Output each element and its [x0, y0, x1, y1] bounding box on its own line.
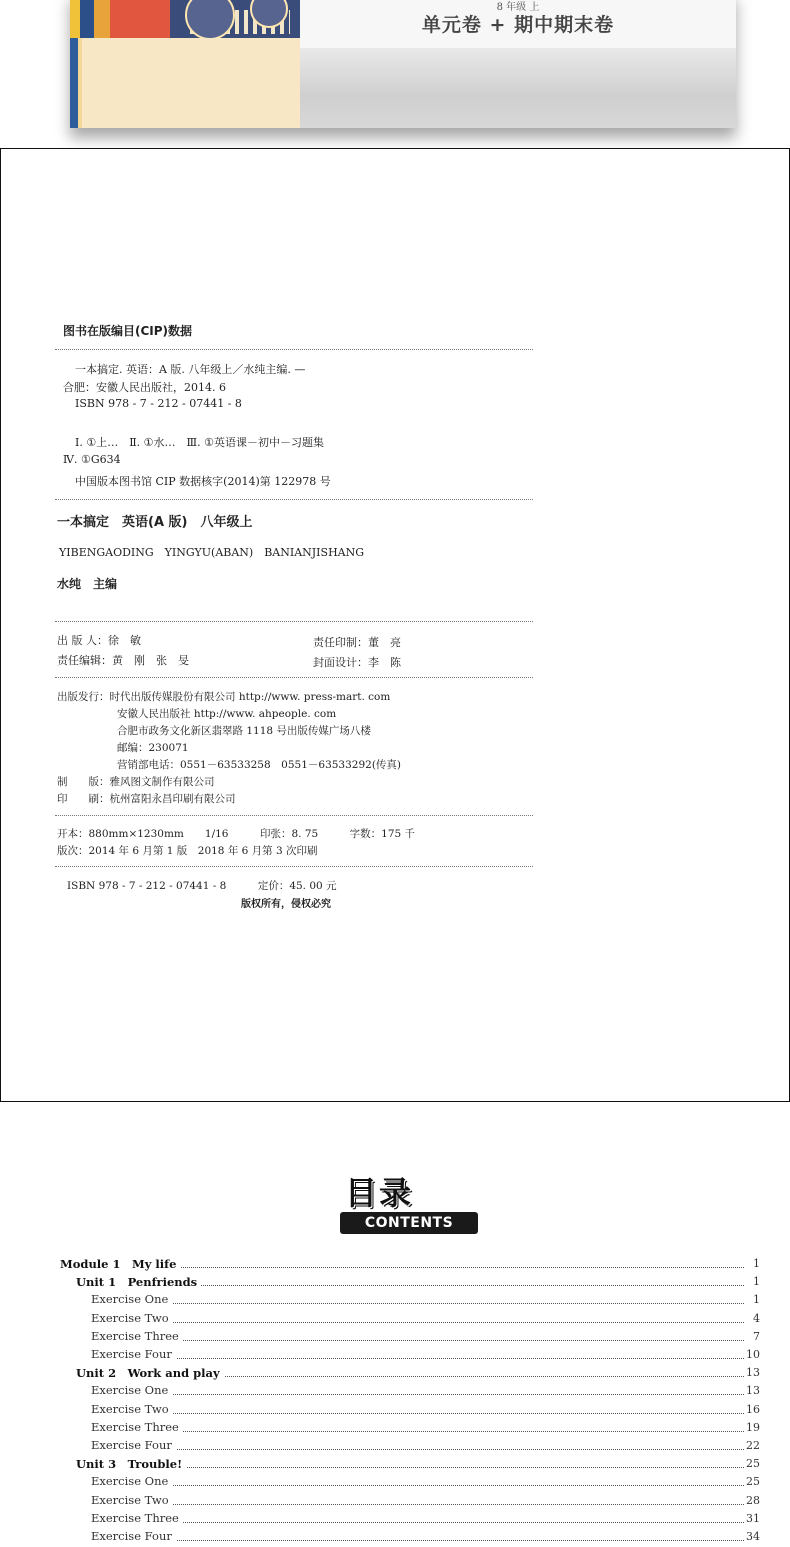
toc-entry[interactable]: [0, 1420, 790, 1438]
cover-grey-panel: [300, 48, 736, 128]
leader-dots: [96, 1467, 744, 1468]
print-responsible: 责任印制：董 亮: [313, 636, 401, 649]
toc-entry-page: 31: [746, 1511, 760, 1525]
leader-dots: [111, 1322, 744, 1323]
toc-entry-label: Exercise Three: [91, 1511, 183, 1525]
leader-dots: [111, 1504, 744, 1505]
toc-entry-label: Exercise Two: [91, 1402, 173, 1416]
toc-entry-label: Exercise One: [91, 1292, 172, 1306]
cover-image: [70, 0, 736, 128]
toc-entry-page: 34: [746, 1530, 760, 1543]
edition-info: 版次：2014 年 6 月第 1 版 2018 年 6 月第 3 次印刷: [57, 845, 318, 857]
printer: 印 刷：杭州富阳永昌印刷有限公司: [57, 793, 236, 805]
toc-entry[interactable]: [0, 1292, 790, 1310]
leader-dots: [111, 1303, 744, 1304]
toc-entry-label: Exercise One: [91, 1383, 172, 1397]
toc-entry[interactable]: [0, 1347, 790, 1365]
leader-dots: [111, 1485, 744, 1486]
leader-dots: [111, 1522, 744, 1523]
toc-entry-label: Exercise Four: [91, 1438, 176, 1452]
toc-entry[interactable]: [0, 1274, 790, 1292]
copyright-page: [0, 148, 790, 1102]
toc-entry-label: Unit 2 Work and play: [76, 1365, 224, 1381]
toc-entry-label: Exercise One: [91, 1474, 172, 1488]
cip-classification: Ⅳ. ①G634: [63, 453, 121, 466]
toc-entry[interactable]: [0, 1474, 790, 1492]
editor: 水纯 主编: [57, 577, 118, 591]
toc-entry-label: Module 1 My life: [60, 1256, 180, 1272]
contents-page: [0, 1102, 790, 1545]
phone: 营销部电话：0551－63533258 0551－63533292(传真): [117, 759, 402, 771]
editor-responsible: 责任编辑：黄 刚 张 旻: [57, 654, 189, 667]
leader-dots: [111, 1540, 744, 1541]
distribution: 出版发行：时代出版传媒股份有限公司 http://www. press-mart. com: [57, 691, 391, 703]
cover-artwork: [70, 0, 300, 128]
toc-entry-label: Exercise Three: [91, 1329, 183, 1343]
toc-entry-page: 22: [746, 1439, 760, 1452]
toc-entry-page: 1: [753, 1257, 760, 1270]
toc-entry[interactable]: [0, 1311, 790, 1329]
cover-series-title: 单元卷 + 期中期末卷: [421, 14, 615, 36]
rights-notice: 版权所有，侵权必究: [241, 899, 331, 910]
toc-entry-label: Exercise Two: [91, 1311, 173, 1325]
toc-entry-page: 7: [753, 1329, 760, 1343]
contents-logo-en: CONTENTS: [340, 1212, 478, 1234]
cip-record-number: 中国版本图书馆 CIP 数据核字(2014)第 122978 号: [75, 475, 331, 488]
cover-designer: 封面设计：李 陈: [313, 656, 401, 669]
distribution: 安徽人民出版社 http://www. ahpeople. com: [117, 708, 337, 720]
toc-entry-page: 10: [746, 1348, 760, 1361]
toc-entry-page: 1: [753, 1293, 760, 1307]
toc-entry-page: 13: [746, 1366, 760, 1380]
toc-entry-page: 16: [746, 1402, 760, 1416]
contents-logo-cn: 目录: [345, 1174, 414, 1212]
toc-entry[interactable]: [0, 1456, 790, 1474]
plate-maker: 制 版：雅风图文制作有限公司: [57, 776, 215, 788]
postcode: 邮编：230071: [117, 742, 189, 754]
toc-entry-page: 13: [746, 1384, 760, 1398]
toc-entry[interactable]: [0, 1493, 790, 1511]
leader-dots: [111, 1358, 744, 1359]
divider: [55, 866, 533, 867]
toc-entry[interactable]: [0, 1402, 790, 1420]
book-title: 一本搞定 英语(A 版) 八年级上: [57, 515, 253, 530]
leader-dots: [111, 1413, 744, 1414]
divider: [55, 677, 533, 678]
toc-entry-page: 28: [746, 1493, 760, 1507]
toc-entry[interactable]: [0, 1438, 790, 1456]
cip-line: 一本搞定. 英语：A 版. 八年级上／水纯主编. —: [75, 363, 306, 376]
toc-entry-page: 25: [746, 1457, 760, 1471]
toc-entry-label: Exercise Two: [91, 1493, 173, 1507]
leader-dots: [111, 1340, 744, 1341]
toc-entry-label: Exercise Four: [91, 1529, 176, 1543]
toc-entry-page: 4: [753, 1311, 760, 1325]
toc-entry-label: Unit 1 Penfriends: [76, 1274, 201, 1290]
cip-line: 合肥：安徽人民出版社，2014. 6: [63, 381, 226, 394]
cip-classification: Ⅰ. ①上… Ⅱ. ①水… Ⅲ. ①英语课－初中－习题集: [75, 436, 324, 449]
book-title-pinyin: YIBENGAODING YINGYU(ABAN) BANIANJISHANG: [59, 546, 365, 559]
leader-dots: [111, 1431, 744, 1432]
cip-isbn: ISBN 978 - 7 - 212 - 07441 - 8: [75, 397, 242, 410]
cover-grade: 8 年级 上: [496, 2, 540, 13]
isbn-price: ISBN 978 - 7 - 212 - 07441 - 8 定价：45. 00 元: [67, 880, 337, 892]
leader-dots: [111, 1394, 744, 1395]
toc-entry-page: 1: [753, 1275, 760, 1289]
toc-entry-page: 19: [746, 1420, 760, 1434]
toc-entry-label: Unit 3 Trouble!: [76, 1456, 186, 1472]
toc-entry-label: Exercise Three: [91, 1420, 183, 1434]
cip-heading: 图书在版编目(CIP)数据: [63, 324, 193, 338]
toc-entry[interactable]: [0, 1365, 790, 1383]
toc-entry[interactable]: [0, 1529, 790, 1547]
divider: [55, 815, 533, 816]
cover-lower-panel: [70, 38, 300, 128]
leader-dots: [111, 1449, 744, 1450]
divider: [55, 499, 533, 500]
toc-entry-page: 25: [746, 1475, 760, 1489]
divider: [55, 349, 533, 350]
divider: [55, 621, 533, 622]
toc-entry[interactable]: [0, 1329, 790, 1347]
book-cover: [0, 0, 790, 148]
toc-entry-label: Exercise Four: [91, 1347, 176, 1361]
format-info: 开本：880mm×1230mm 1/16 印张：8. 75 字数：175 千: [57, 828, 416, 840]
toc-entry[interactable]: [0, 1511, 790, 1529]
publisher-person: 出 版 人：徐 敏: [57, 634, 141, 647]
address: 合肥市政务文化新区翡翠路 1118 号出版传媒广场八楼: [117, 725, 371, 737]
toc-entry[interactable]: [0, 1383, 790, 1401]
toc-entry[interactable]: [0, 1256, 790, 1274]
